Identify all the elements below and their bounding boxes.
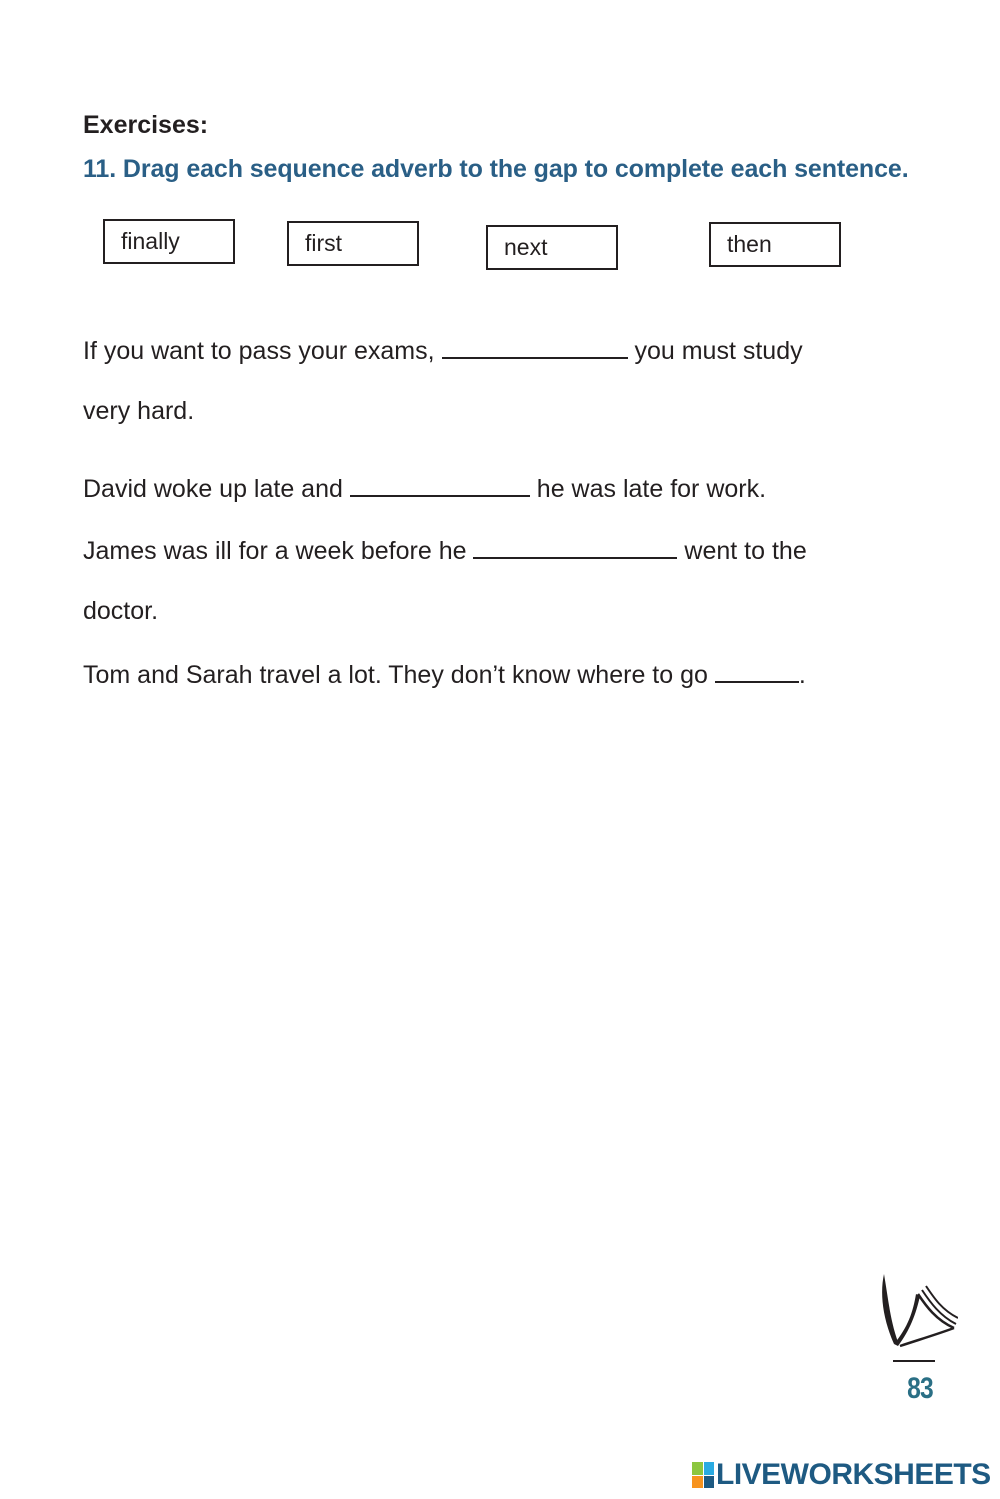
sentence-text: Tom and Sarah travel a lot. They don’t know where to go	[83, 661, 708, 689]
sentence-text: James was ill for a week before he	[83, 537, 467, 565]
word-tile-then[interactable]: then	[709, 222, 841, 267]
sentence-text: .	[798, 661, 806, 689]
sentence-text: he was late for work.	[536, 475, 767, 503]
book-icon	[878, 1272, 958, 1352]
sentence-text: If you want to pass your exams,	[83, 337, 435, 365]
brand-name: LIVEWORKSHEETS	[716, 1458, 991, 1491]
page-number: 83	[907, 1372, 933, 1405]
exercise-instruction: 11. Drag each sequence adverb to the gap to complete each sentence.	[83, 155, 909, 183]
answer-gap-1[interactable]	[442, 335, 628, 359]
sentence-3-continuation: doctor.	[83, 597, 159, 625]
sentence-3	[83, 535, 807, 566]
sentence-1-continuation: very hard.	[83, 397, 195, 425]
liveworksheets-brand	[692, 1457, 991, 1493]
answer-gap-3[interactable]	[473, 535, 677, 559]
word-tile-finally[interactable]: finally	[103, 219, 235, 264]
word-tile-next[interactable]: next	[486, 225, 618, 270]
exercises-heading: Exercises:	[83, 111, 209, 139]
sentence-text: went to the	[684, 537, 807, 565]
answer-gap-4[interactable]	[715, 659, 799, 683]
sentence-text: David woke up late and	[83, 475, 343, 503]
sentence-text: you must study	[634, 337, 803, 365]
answer-gap-2[interactable]	[350, 473, 530, 497]
sentence-2	[83, 473, 766, 504]
liveworksheets-logo-icon	[692, 1462, 714, 1488]
page-number-rule	[893, 1360, 935, 1362]
word-tile-first[interactable]: first	[287, 221, 419, 266]
sentence-4	[83, 659, 806, 690]
sentence-1	[83, 335, 803, 366]
